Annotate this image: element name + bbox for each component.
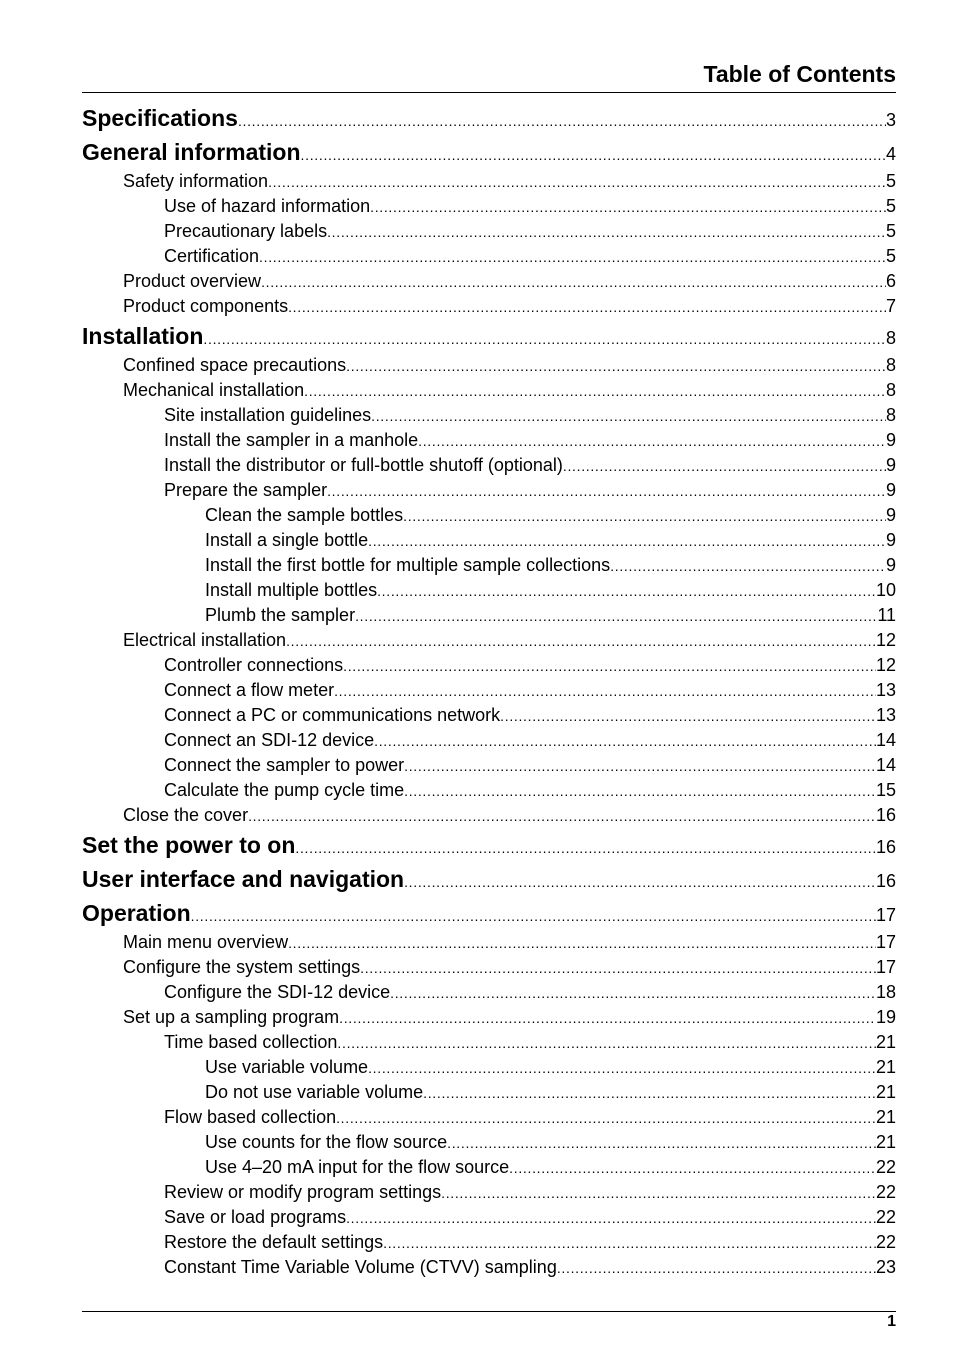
- toc-entry-title: Site installation guidelines: [164, 405, 372, 425]
- toc-entry-page: 9: [885, 480, 896, 500]
- toc-entry-title: Precautionary labels: [164, 221, 328, 241]
- toc-entry-page: 13: [875, 705, 896, 725]
- dot-leader: [360, 955, 876, 981]
- header-rule: [82, 92, 896, 93]
- dot-leader: [259, 244, 886, 270]
- toc-entry-title: Safety information: [123, 171, 269, 191]
- dot-leader: [261, 269, 886, 295]
- toc-entry-title: Use variable volume: [205, 1057, 369, 1077]
- toc-entry-page: 16: [875, 805, 896, 825]
- toc-entry[interactable]: [82, 428, 896, 453]
- dot-leader: [377, 578, 876, 604]
- toc-entry[interactable]: [82, 503, 896, 528]
- toc-entry[interactable]: [82, 169, 896, 194]
- toc-entry-title: Install the first bottle for multiple sample collections: [205, 555, 611, 575]
- toc-entry-page: 18: [875, 982, 896, 1002]
- dot-leader: [337, 1030, 876, 1056]
- toc-entry-page: 14: [875, 755, 896, 775]
- toc-entry[interactable]: [82, 980, 896, 1005]
- dot-leader: [203, 319, 886, 356]
- dot-leader: [368, 1055, 876, 1081]
- toc-entry-title: Install a single bottle: [205, 530, 369, 550]
- toc-entry[interactable]: [82, 378, 896, 403]
- toc-entry-title: Connect a PC or communications network: [164, 705, 501, 725]
- toc-entry-page: 22: [875, 1232, 896, 1252]
- toc-entry-title: Prepare the sampler: [164, 480, 328, 500]
- toc-entry-title: Close the cover: [123, 805, 249, 825]
- toc-entry[interactable]: [82, 553, 896, 578]
- dot-leader: [248, 803, 876, 829]
- toc-entry[interactable]: [82, 930, 896, 955]
- toc-entry[interactable]: [82, 1080, 896, 1105]
- toc-entry[interactable]: [82, 403, 896, 428]
- toc-entry-title: Installation: [82, 323, 204, 349]
- toc-entry-page: 5: [885, 171, 896, 191]
- toc-entry-page: 3: [885, 110, 896, 130]
- toc-entry-page: 13: [875, 680, 896, 700]
- toc-entry-title: Do not use variable volume: [205, 1082, 424, 1102]
- toc-entry-title: Use counts for the flow source: [205, 1132, 448, 1152]
- toc-entry-page: 17: [875, 905, 896, 925]
- toc-entry[interactable]: [82, 603, 896, 628]
- dot-leader: [390, 980, 876, 1006]
- toc-entry[interactable]: [82, 778, 896, 803]
- toc-entry-title: Restore the default settings: [164, 1232, 384, 1252]
- toc-entry-title: Save or load programs: [164, 1207, 347, 1227]
- toc-entry-title: Install the sampler in a manhole: [164, 430, 419, 450]
- toc-entry-page: 9: [885, 430, 896, 450]
- toc-entry[interactable]: [82, 728, 896, 753]
- toc-entry-page: 15: [875, 780, 896, 800]
- dot-leader: [404, 753, 876, 779]
- dot-leader: [404, 862, 876, 899]
- toc-entry[interactable]: [82, 1055, 896, 1080]
- toc-entry-page: 9: [885, 530, 896, 550]
- toc-entry[interactable]: [82, 1130, 896, 1155]
- dot-leader: [563, 453, 886, 479]
- dot-leader: [286, 628, 876, 654]
- toc-entry[interactable]: [82, 453, 896, 478]
- toc-entry[interactable]: [82, 219, 896, 244]
- toc-entry[interactable]: [82, 244, 896, 269]
- toc-entry[interactable]: [82, 896, 896, 930]
- dot-leader: [191, 896, 876, 933]
- dot-leader: [288, 930, 876, 956]
- dot-leader: [370, 194, 886, 220]
- toc-entry-title: Use 4–20 mA input for the flow source: [205, 1157, 510, 1177]
- toc-entry-title: Constant Time Variable Volume (CTVV) sampling: [164, 1257, 557, 1277]
- toc-entry[interactable]: [82, 1030, 896, 1055]
- toc-entry-page: 14: [875, 730, 896, 750]
- toc-entry[interactable]: [82, 753, 896, 778]
- toc-entry-title: Calculate the pump cycle time: [164, 780, 405, 800]
- dot-leader: [336, 1105, 876, 1131]
- toc-entry-title: Mechanical installation: [123, 380, 305, 400]
- toc-entry[interactable]: [82, 1205, 896, 1230]
- toc-entry-title: Certification: [164, 246, 260, 266]
- toc-entry-title: Review or modify program settings: [164, 1182, 442, 1202]
- toc-entry[interactable]: [82, 578, 896, 603]
- toc-entry[interactable]: [82, 1230, 896, 1255]
- toc-entry[interactable]: [82, 703, 896, 728]
- page-title: Table of Contents: [703, 61, 896, 87]
- dot-leader: [327, 478, 886, 504]
- toc-entry-page: 22: [875, 1182, 896, 1202]
- toc-entry-page: 23: [875, 1257, 896, 1277]
- dot-leader: [423, 1080, 876, 1106]
- toc-entry-page: 21: [875, 1132, 896, 1152]
- footer-rule: [82, 1311, 896, 1312]
- toc-entry-page: 19: [875, 1007, 896, 1027]
- toc-entry-page: 17: [875, 957, 896, 977]
- toc-entry-title: Install the distributor or full-bottle shutoff (optional): [164, 455, 563, 475]
- toc-entry-page: 22: [875, 1207, 896, 1227]
- page-number: 1: [887, 1313, 896, 1330]
- dot-leader: [500, 703, 876, 729]
- toc-entry-title: Time based collection: [164, 1032, 338, 1052]
- toc-entry-title: Operation: [82, 900, 191, 926]
- dot-leader: [295, 828, 876, 865]
- toc-entry-page: 21: [875, 1107, 896, 1127]
- dot-leader: [343, 653, 876, 679]
- toc-entry-title: Install multiple bottles: [205, 580, 378, 600]
- toc-entry-page: 12: [875, 630, 896, 650]
- dot-leader: [346, 1205, 876, 1231]
- toc-entry-page: 8: [885, 405, 896, 425]
- toc-entry-title: Plumb the sampler: [205, 605, 356, 625]
- toc-entry-title: User interface and navigation: [82, 866, 405, 892]
- toc-entry-page: 5: [885, 196, 896, 216]
- dot-leader: [368, 528, 886, 554]
- toc-entry-title: Flow based collection: [164, 1107, 337, 1127]
- dot-leader: [403, 503, 886, 529]
- toc-entry-title: Connect an SDI-12 device: [164, 730, 375, 750]
- toc-entry-title: Use of hazard information: [164, 196, 371, 216]
- dot-leader: [371, 403, 886, 429]
- toc-entry[interactable]: [82, 269, 896, 294]
- dot-leader: [301, 135, 886, 172]
- toc-entry[interactable]: [82, 101, 896, 135]
- dot-leader: [334, 678, 876, 704]
- toc-entry[interactable]: [82, 678, 896, 703]
- dot-leader: [557, 1255, 876, 1281]
- toc-entry-title: Set up a sampling program: [123, 1007, 340, 1027]
- toc-entry-page: 5: [885, 246, 896, 266]
- toc-entry[interactable]: [82, 319, 896, 353]
- toc-entry-page: 10: [875, 580, 896, 600]
- dot-leader: [304, 378, 886, 404]
- table-of-contents: [82, 101, 896, 1280]
- toc-entry-page: 8: [885, 380, 896, 400]
- dot-leader: [404, 778, 876, 804]
- toc-entry-title: General information: [82, 139, 301, 165]
- toc-entry[interactable]: [82, 478, 896, 503]
- toc-entry-title: Configure the system settings: [123, 957, 361, 977]
- toc-entry[interactable]: [82, 628, 896, 653]
- toc-entry-page: 9: [885, 555, 896, 575]
- toc-entry[interactable]: [82, 353, 896, 378]
- toc-entry-title: Confined space precautions: [123, 355, 347, 375]
- toc-entry-title: Controller connections: [164, 655, 344, 675]
- dot-leader: [447, 1130, 876, 1156]
- toc-entry-title: Product components: [123, 296, 289, 316]
- toc-entry-page: 5: [885, 221, 896, 241]
- toc-entry-page: 11: [877, 605, 896, 625]
- dot-leader: [509, 1155, 876, 1181]
- toc-entry-page: 8: [885, 328, 896, 348]
- toc-entry-title: Specifications: [82, 105, 238, 131]
- dot-leader: [383, 1230, 876, 1256]
- toc-entry-page: 16: [875, 837, 896, 857]
- toc-entry-page: 21: [875, 1057, 896, 1077]
- toc-entry-page: 8: [885, 355, 896, 375]
- toc-entry-page: 4: [885, 144, 896, 164]
- toc-entry-page: 21: [875, 1082, 896, 1102]
- dot-leader: [610, 553, 886, 579]
- dot-leader: [441, 1180, 876, 1206]
- toc-entry-title: Connect the sampler to power: [164, 755, 405, 775]
- dot-leader: [374, 728, 876, 754]
- toc-entry-page: 16: [875, 871, 896, 891]
- toc-entry[interactable]: [82, 1255, 896, 1280]
- toc-entry-page: 17: [875, 932, 896, 952]
- toc-entry[interactable]: [82, 1005, 896, 1030]
- toc-entry[interactable]: [82, 803, 896, 828]
- toc-entry[interactable]: [82, 862, 896, 896]
- toc-entry[interactable]: [82, 194, 896, 219]
- dot-leader: [327, 219, 886, 245]
- dot-leader: [268, 169, 886, 195]
- dot-leader: [238, 101, 886, 138]
- toc-entry-title: Set the power to on: [82, 832, 296, 858]
- dot-leader: [418, 428, 886, 454]
- toc-entry-title: Connect a flow meter: [164, 680, 335, 700]
- toc-entry-page: 6: [885, 271, 896, 291]
- toc-entry-page: 7: [885, 296, 896, 316]
- dot-leader: [288, 294, 886, 320]
- toc-entry[interactable]: [82, 653, 896, 678]
- toc-entry-title: Configure the SDI-12 device: [164, 982, 391, 1002]
- toc-entry[interactable]: [82, 828, 896, 862]
- toc-entry-page: 9: [885, 505, 896, 525]
- toc-entry[interactable]: [82, 1105, 896, 1130]
- dot-leader: [346, 353, 886, 379]
- dot-leader: [355, 603, 877, 629]
- toc-entry-page: 9: [885, 455, 896, 475]
- toc-entry[interactable]: [82, 955, 896, 980]
- toc-entry-title: Product overview: [123, 271, 262, 291]
- dot-leader: [339, 1005, 876, 1031]
- toc-entry-page: 22: [875, 1157, 896, 1177]
- toc-entry[interactable]: [82, 294, 896, 319]
- toc-entry-page: 21: [875, 1032, 896, 1052]
- toc-entry-title: Main menu overview: [123, 932, 289, 952]
- toc-entry[interactable]: [82, 135, 896, 169]
- toc-entry[interactable]: [82, 528, 896, 553]
- toc-entry-title: Clean the sample bottles: [205, 505, 404, 525]
- toc-entry-title: Electrical installation: [123, 630, 287, 650]
- toc-entry[interactable]: [82, 1155, 896, 1180]
- toc-entry-page: 12: [875, 655, 896, 675]
- toc-entry[interactable]: [82, 1180, 896, 1205]
